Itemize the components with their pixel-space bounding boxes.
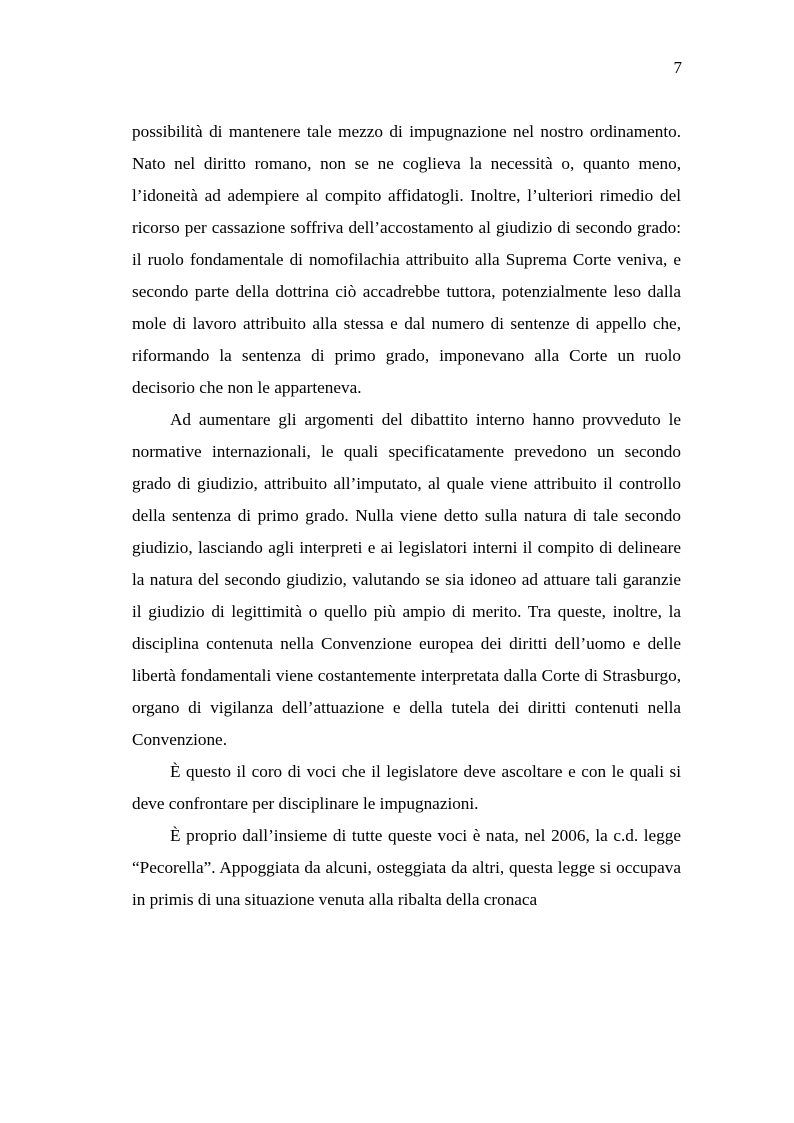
paragraph-4: È proprio dall’insieme di tutte queste voci è nata, nel 2006, la c.d. legge “Pecorella”. Appoggiata da alcuni, osteggiata da altri, questa legge si occupava in primis di una situazione venuta alla ribalta della cronaca — [132, 826, 681, 909]
paragraph-2: Ad aumentare gli argomenti del dibattito interno hanno provveduto le normative internazionali, le quali specificatamente prevedono un secondo grado di giudizio, attribuito all’imputato, al quale viene attribuito il controllo della sentenza di primo grado. Nulla viene detto sulla natura di tale secondo giudizio, lasciando agli interpreti e ai legislatori interni il compito di delineare la natura del secondo giudizio, valutando se sia idoneo ad attuare tali garanzie il giudizio di legittimità o quello più ampio di merito. Tra queste, inoltre, la disciplina contenuta nella Convenzione europea dei diritti dell’uomo e delle libertà fondamentali viene costantemente interpretata dalla Corte di Strasburgo, organo di vigilanza dell’attuazione e della tutela dei diritti contenuti nella Convenzione. — [132, 410, 681, 749]
paragraph-1: possibilità di mantenere tale mezzo di impugnazione nel nostro ordinamento. Nato nel diritto romano, non se ne coglieva la necessità o, quanto meno, l’idoneità ad adempiere al compito affidatogli. Inoltre, l’ulteriori rimedio del ricorso per cassazione soffriva dell’accostamento al giudizio di secondo grado: il ruolo fondamentale di nomofilachia attribuito alla Suprema Corte veniva, e secondo parte della dottrina ciò accadrebbe tuttora, potenzialmente leso dalla mole di lavoro attribuito alla stessa e dal numero di sentenze di appello che, riformando la sentenza di primo grado, imponevano alla Corte un ruolo decisorio che non le apparteneva. — [132, 122, 681, 397]
page-number: 7 — [673, 58, 682, 77]
body-text — [132, 116, 681, 916]
paragraph-3: È questo il coro di voci che il legislatore deve ascoltare e con le quali si deve confrontare per disciplinare le impugnazioni. — [132, 762, 681, 813]
